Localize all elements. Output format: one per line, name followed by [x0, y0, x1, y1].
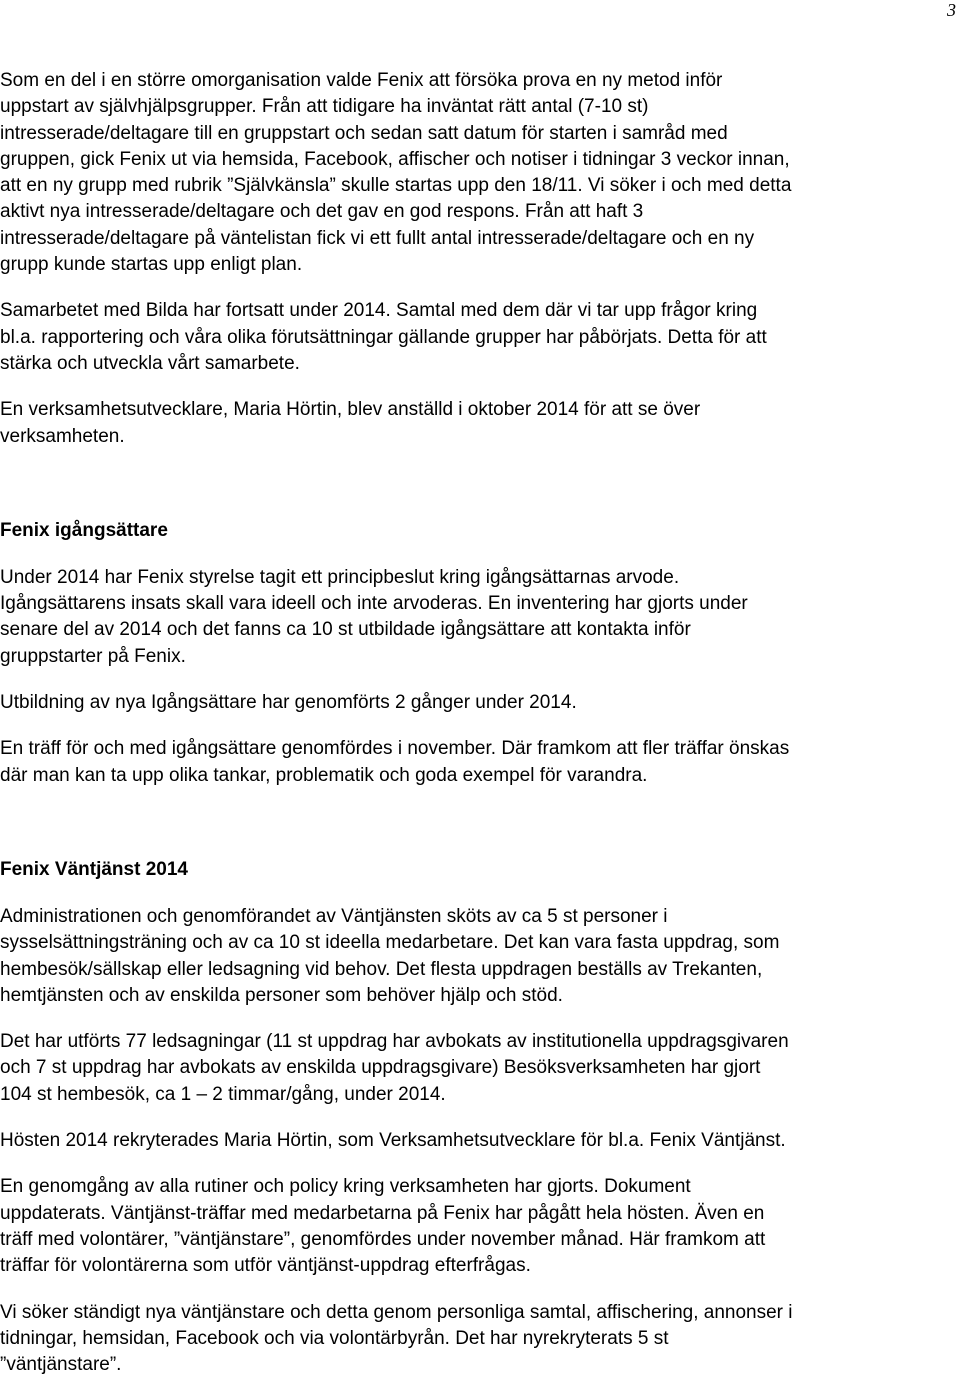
paragraph-rekrytering: Hösten 2014 rekryterades Maria Hörtin, som Verksamhetsutvecklare för bl.a. Fenix Väntjänst. [0, 1130, 786, 1152]
paragraph-vantjanstare: Vi söker ständigt nya väntjänstare och detta genom personliga samtal, affischering, annonser i tidningar, hemsidan, Facebook och via volontärbyrån. Det har nyrekryterats 5 st ”väntjänstare”. [0, 1301, 793, 1376]
paragraph-rutiner: En genomgång av alla rutiner och policy kring verksamheten har gjorts. Dokument uppdaterats. Väntjänst-träffar med medarbetarna på Fenix har pågått hela hösten. Även en träff med volontärer, ”väntjänstare”, genomfördes under november månad. Här framkom att träffar för volontärerna som utför väntjänst-uppdrag efterfrågas. [0, 1176, 766, 1277]
document-body [0, 68, 958, 1378]
paragraph-utbildning: Utbildning av nya Igångsättare har genomförts 2 gånger under 2014. [0, 692, 577, 714]
paragraph-principbeslut: Under 2014 har Fenix styrelse tagit ett principbeslut kring igångsättarnas arvode. Igångsättarens insats skall vara ideell och inte arvoderas. En inventering har gjorts under senare del av 2014 och det fanns ca 10 st utbildade igångsättare att kontakta inför gruppstarter på Fenix. [0, 566, 748, 667]
paragraph-omorganisation: Som en del i en större omorganisation valde Fenix att försöka prova en ny metod inför uppstart av självhjälpsgrupper. Från att tidigare ha inväntat rätt antal (7-10 st) intresserade/deltagare till en gruppstart och sedan satt datum för starten i samråd med gruppen, gick Fenix ut via hemsida, Facebook, affischer och notiser i tidningar 3 veckor innan, att en ny grupp med rubrik ”Självkänsla” skulle startas upp den 18/11. Vi söker i och med detta aktivt nya intresserade/deltagare och det gav en god respons. Från att haft 3 intresserade/deltagare på väntelistan fick vi ett fullt antal intresserade/deltagare och en ny grupp kunde startas upp enligt plan. [0, 70, 792, 276]
paragraph-verksamhetsutvecklare: En verksamhetsutvecklare, Maria Hörtin, blev anställd i oktober 2014 för att se över verksamheten. [0, 399, 701, 447]
paragraph-samarbete-bilda: Samarbetet med Bilda har fortsatt under 2014. Samtal med dem där vi tar upp frågor kring bl.a. rapportering och våra olika förutsättningar gällande grupper har påbörjats. Detta för att stärka och utveckla vårt samarbete. [0, 300, 767, 374]
paragraph-traff-igangsattare: En träff för och med igångsättare genomfördes i november. Där framkom att fler träffar önskas där man kan ta upp olika tankar, problematik och goda exempel för varandra. [0, 738, 790, 786]
heading-fenix-igangsattare: Fenix igångsättare [0, 519, 168, 541]
heading-fenix-vantjanst: Fenix Väntjänst 2014 [0, 858, 188, 880]
paragraph-administrationen: Administrationen och genomförandet av Väntjänsten sköts av ca 5 st personer i sysselsättningsträning och av ca 10 st ideella medarbetare. Det kan vara fasta uppdrag, som hembesök/sällskap eller ledsagning vid behov. Det flesta uppdragen beställs av Trekanten, hemtjänsten och av enskilda personer som behöver hjälp och stöd. [0, 905, 780, 1006]
page-number: 3 [947, 0, 956, 20]
paragraph-ledsagningar: Det har utförts 77 ledsagningar (11 st uppdrag har avbokats av institutionella uppdragsgivaren och 7 st uppdrag har avbokats av enskilda uppdragsgivare) Besöksverksamheten har gjort 104 st hembesök, ca 1 – 2 timmar/gång, under 2014. [0, 1031, 789, 1105]
